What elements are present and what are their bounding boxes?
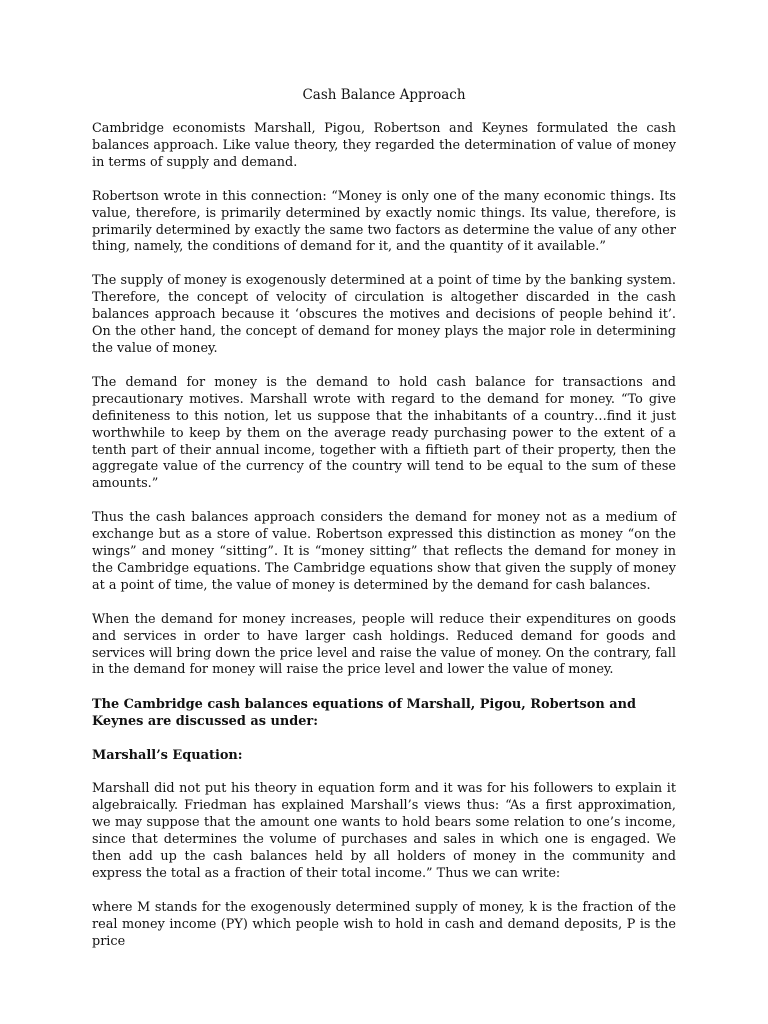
heading-cambridge-equations: The Cambridge cash balances equations of Marshall, Pigou, Robertson and Keynes are discussed as under: [92,697,636,730]
document-page [92,86,676,966]
page-title: Cash Balance Approach [302,87,466,103]
paragraph-money-demand: The demand for money is the demand to hold cash balance for transactions and precautionary motives. Marshall wrote with regard to the demand for money. “To give definiteness to this notion, let us suppose that the inhabitants of a country…find it just worthwhile to keep by them on the average ready purchasing power to the extent of a tenth part of their annual income, together with a fiftieth part of their property, then the aggregate value of the currency of the country will tend to be equal to the sum of these amounts.” [92,374,676,492]
paragraph-robertson-quote: Robertson wrote in this connection: “Money is only one of the many economic things. Its value, therefore, is primarily determined by exactly nomic things. Its value, therefore, is primarily determined by exactly the same two factors as determine the value of any other thing, namely, the conditions of demand for it, and the quantity of it available.” [92,188,676,255]
paragraph-price-level: When the demand for money increases, people will reduce their expenditures on goods and services in order to have larger cash holdings. Reduced demand for goods and services will bring down the price level and raise the value of money. On the contrary, fall in the demand for money will raise the price level and lower the value of money. [92,611,676,678]
paragraph-marshall-explanation: Marshall did not put his theory in equation form and it was for his followers to explain it algebraically. Friedman has explained Marshall’s views thus: “As a first approximation, we may suppose that the amount one wants to hold bears some relation to one’s income, since that determines the volume of purchases and sales in which one is engaged. We then add up the cash balances held by all holders of money in the community and express the total as a fraction of their total income.” Thus we can write: [92,781,676,881]
paragraph-money-supply: The supply of money is exogenously determined at a point of time by the banking system. Therefore, the concept of velocity of circulation is altogether discarded in the cash balances approach because it ‘obscures the motives and decisions of people behind it’. On the other hand, the concept of demand for money plays the major role in determining the value of money. [92,273,676,356]
paragraph-intro: Cambridge economists Marshall, Pigou, Robertson and Keynes formulated the cash balances approach. Like value theory, they regarded the determination of value of money in terms of supply and demand. [92,121,676,170]
paragraph-variable-definitions: where M stands for the exogenously determined supply of money, k is the fraction of the real money income (PY) which people wish to hold in cash and demand deposits, P is the price [92,899,676,949]
heading-marshall-equation: Marshall’s Equation: [92,748,243,764]
paragraph-store-of-value: Thus the cash balances approach considers the demand for money not as a medium of exchange but as a store of value. Robertson expressed this distinction as money “on the wings” and money “sitting”. It is “money sitting” that reflects the demand for money in the Cambridge equations. The Cambridge equations show that given the supply of money at a point of time, the value of money is determined by the demand for cash balances. [92,510,676,593]
